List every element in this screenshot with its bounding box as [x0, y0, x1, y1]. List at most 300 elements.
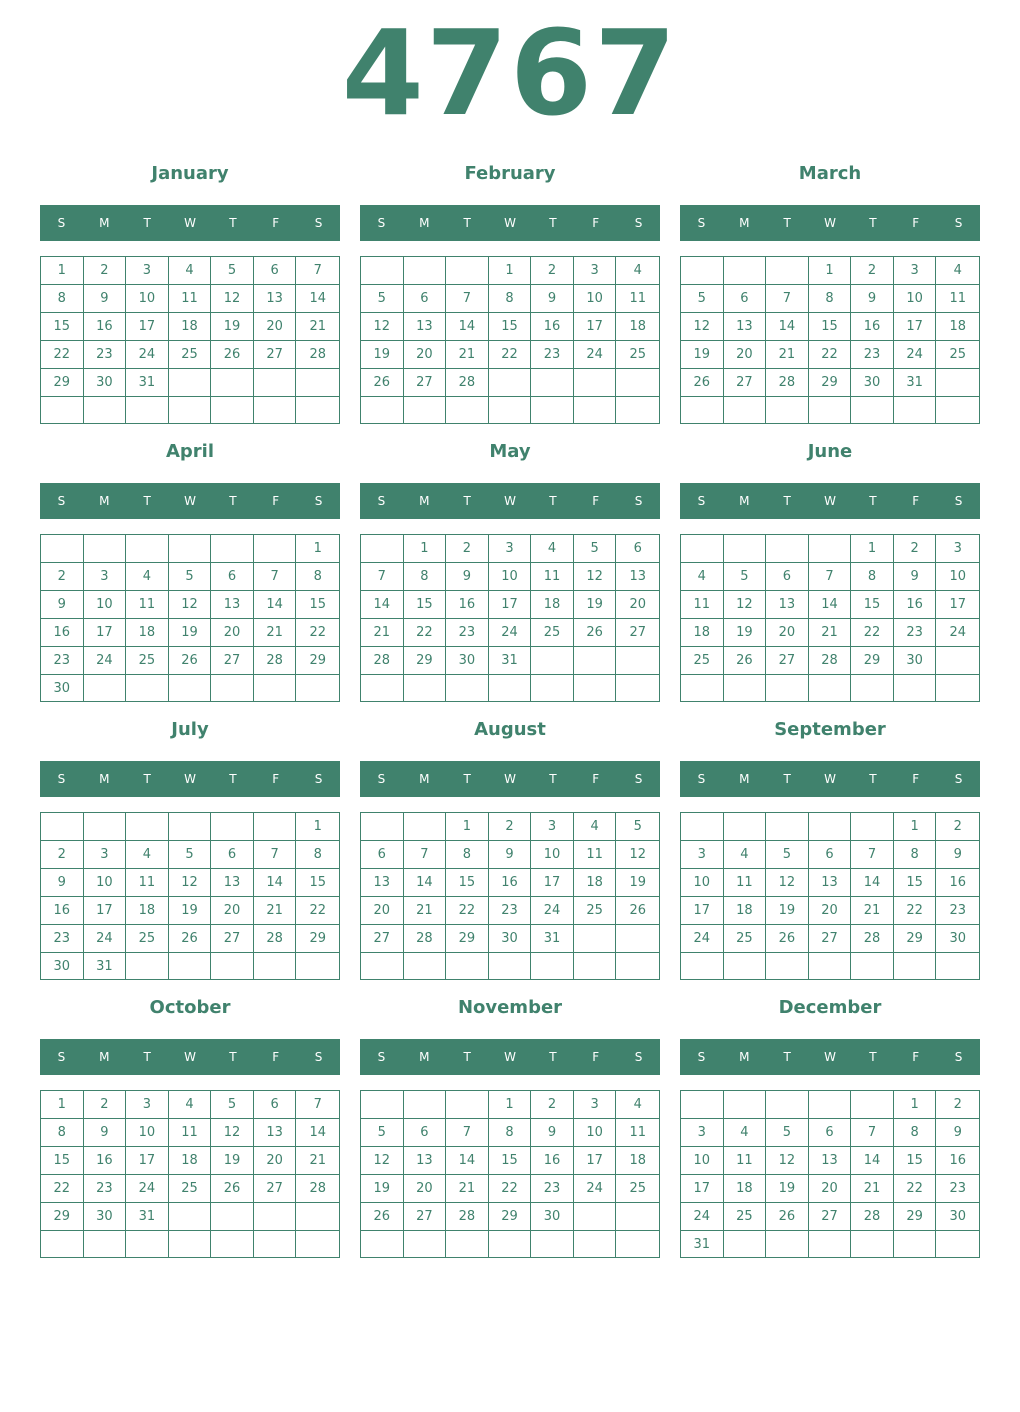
day-cell[interactable]: 26 [211, 1175, 254, 1203]
day-cell[interactable]: 14 [446, 1147, 489, 1175]
day-cell[interactable]: 9 [84, 1119, 127, 1147]
day-cell[interactable]: 23 [41, 647, 84, 675]
day-cell[interactable]: 19 [169, 897, 212, 925]
day-cell[interactable]: 19 [211, 313, 254, 341]
day-cell[interactable]: 18 [531, 591, 574, 619]
day-cell[interactable]: 2 [894, 535, 937, 563]
day-cell[interactable]: 5 [574, 535, 617, 563]
day-cell[interactable]: 9 [446, 563, 489, 591]
day-cell[interactable]: 20 [766, 619, 809, 647]
day-cell[interactable]: 15 [41, 313, 84, 341]
day-cell[interactable]: 28 [809, 647, 852, 675]
day-cell[interactable]: 8 [41, 1119, 84, 1147]
day-cell[interactable]: 26 [211, 341, 254, 369]
day-cell[interactable]: 21 [851, 897, 894, 925]
day-cell[interactable]: 25 [169, 1175, 212, 1203]
day-cell[interactable]: 30 [531, 1203, 574, 1231]
day-cell[interactable]: 1 [41, 257, 84, 285]
day-cell[interactable]: 25 [616, 1175, 659, 1203]
day-cell[interactable]: 31 [84, 953, 127, 980]
day-cell[interactable]: 25 [169, 341, 212, 369]
day-cell[interactable]: 29 [296, 925, 339, 953]
day-cell[interactable]: 16 [41, 897, 84, 925]
day-cell[interactable]: 5 [766, 1119, 809, 1147]
day-cell[interactable]: 23 [531, 1175, 574, 1203]
day-cell[interactable]: 9 [84, 285, 127, 313]
day-cell[interactable]: 3 [531, 813, 574, 841]
day-cell[interactable]: 3 [681, 1119, 724, 1147]
day-cell[interactable]: 18 [616, 313, 659, 341]
day-cell[interactable]: 22 [851, 619, 894, 647]
day-cell[interactable]: 5 [361, 1119, 404, 1147]
day-cell[interactable]: 13 [254, 285, 297, 313]
day-cell[interactable]: 14 [361, 591, 404, 619]
day-cell[interactable]: 20 [211, 619, 254, 647]
day-cell[interactable]: 13 [809, 1147, 852, 1175]
day-cell[interactable]: 18 [169, 1147, 212, 1175]
day-cell[interactable]: 12 [211, 285, 254, 313]
day-cell[interactable]: 2 [41, 841, 84, 869]
day-cell[interactable]: 9 [531, 285, 574, 313]
day-cell[interactable]: 21 [766, 341, 809, 369]
day-cell[interactable]: 22 [446, 897, 489, 925]
day-cell[interactable]: 11 [936, 285, 979, 313]
day-cell[interactable]: 3 [681, 841, 724, 869]
day-cell[interactable]: 8 [404, 563, 447, 591]
day-cell[interactable]: 1 [446, 813, 489, 841]
day-cell[interactable]: 29 [894, 1203, 937, 1231]
day-cell[interactable]: 8 [489, 285, 532, 313]
day-cell[interactable]: 2 [84, 1091, 127, 1119]
day-cell[interactable]: 2 [936, 813, 979, 841]
day-cell[interactable]: 7 [446, 285, 489, 313]
day-cell[interactable]: 6 [254, 1091, 297, 1119]
day-cell[interactable]: 8 [894, 1119, 937, 1147]
day-cell[interactable]: 15 [809, 313, 852, 341]
day-cell[interactable]: 17 [126, 313, 169, 341]
day-cell[interactable]: 14 [809, 591, 852, 619]
day-cell[interactable]: 31 [489, 647, 532, 675]
day-cell[interactable]: 4 [531, 535, 574, 563]
day-cell[interactable]: 10 [681, 1147, 724, 1175]
day-cell[interactable]: 2 [41, 563, 84, 591]
day-cell[interactable]: 8 [894, 841, 937, 869]
day-cell[interactable]: 9 [851, 285, 894, 313]
day-cell[interactable]: 30 [936, 925, 979, 953]
day-cell[interactable]: 5 [211, 257, 254, 285]
day-cell[interactable]: 28 [446, 369, 489, 397]
day-cell[interactable]: 12 [169, 591, 212, 619]
day-cell[interactable]: 13 [616, 563, 659, 591]
day-cell[interactable]: 14 [254, 869, 297, 897]
day-cell[interactable]: 22 [404, 619, 447, 647]
day-cell[interactable]: 17 [84, 897, 127, 925]
day-cell[interactable]: 1 [894, 1091, 937, 1119]
day-cell[interactable]: 18 [936, 313, 979, 341]
day-cell[interactable]: 3 [84, 841, 127, 869]
day-cell[interactable]: 4 [574, 813, 617, 841]
day-cell[interactable]: 10 [126, 1119, 169, 1147]
day-cell[interactable]: 21 [296, 313, 339, 341]
day-cell[interactable]: 12 [211, 1119, 254, 1147]
day-cell[interactable]: 8 [41, 285, 84, 313]
day-cell[interactable]: 7 [404, 841, 447, 869]
day-cell[interactable]: 15 [404, 591, 447, 619]
day-cell[interactable]: 24 [531, 897, 574, 925]
day-cell[interactable]: 27 [254, 341, 297, 369]
day-cell[interactable]: 21 [446, 341, 489, 369]
day-cell[interactable]: 27 [254, 1175, 297, 1203]
day-cell[interactable]: 14 [296, 1119, 339, 1147]
day-cell[interactable]: 30 [936, 1203, 979, 1231]
day-cell[interactable]: 21 [254, 619, 297, 647]
day-cell[interactable]: 12 [681, 313, 724, 341]
day-cell[interactable]: 22 [894, 897, 937, 925]
day-cell[interactable]: 7 [446, 1119, 489, 1147]
day-cell[interactable]: 10 [126, 285, 169, 313]
day-cell[interactable]: 26 [724, 647, 767, 675]
day-cell[interactable]: 5 [616, 813, 659, 841]
day-cell[interactable]: 8 [851, 563, 894, 591]
day-cell[interactable]: 16 [936, 1147, 979, 1175]
day-cell[interactable]: 6 [809, 841, 852, 869]
day-cell[interactable]: 7 [296, 257, 339, 285]
day-cell[interactable]: 18 [126, 897, 169, 925]
day-cell[interactable]: 23 [41, 925, 84, 953]
day-cell[interactable]: 7 [851, 841, 894, 869]
day-cell[interactable]: 15 [851, 591, 894, 619]
day-cell[interactable]: 18 [574, 869, 617, 897]
day-cell[interactable]: 12 [766, 869, 809, 897]
day-cell[interactable]: 1 [41, 1091, 84, 1119]
day-cell[interactable]: 18 [616, 1147, 659, 1175]
day-cell[interactable]: 21 [296, 1147, 339, 1175]
day-cell[interactable]: 2 [851, 257, 894, 285]
day-cell[interactable]: 9 [531, 1119, 574, 1147]
day-cell[interactable]: 23 [936, 1175, 979, 1203]
day-cell[interactable]: 5 [169, 563, 212, 591]
day-cell[interactable]: 13 [254, 1119, 297, 1147]
day-cell[interactable]: 30 [894, 647, 937, 675]
day-cell[interactable]: 13 [404, 313, 447, 341]
day-cell[interactable]: 3 [574, 1091, 617, 1119]
day-cell[interactable]: 20 [404, 1175, 447, 1203]
day-cell[interactable]: 11 [724, 869, 767, 897]
day-cell[interactable]: 22 [41, 341, 84, 369]
day-cell[interactable]: 5 [681, 285, 724, 313]
day-cell[interactable]: 19 [169, 619, 212, 647]
day-cell[interactable]: 30 [489, 925, 532, 953]
day-cell[interactable]: 13 [211, 591, 254, 619]
day-cell[interactable]: 4 [616, 1091, 659, 1119]
day-cell[interactable]: 19 [574, 591, 617, 619]
day-cell[interactable]: 15 [446, 869, 489, 897]
day-cell[interactable]: 17 [681, 897, 724, 925]
day-cell[interactable]: 19 [361, 1175, 404, 1203]
day-cell[interactable]: 17 [574, 1147, 617, 1175]
day-cell[interactable]: 10 [681, 869, 724, 897]
day-cell[interactable]: 14 [446, 313, 489, 341]
day-cell[interactable]: 12 [616, 841, 659, 869]
day-cell[interactable]: 11 [531, 563, 574, 591]
day-cell[interactable]: 22 [296, 897, 339, 925]
day-cell[interactable]: 28 [851, 925, 894, 953]
day-cell[interactable]: 14 [404, 869, 447, 897]
day-cell[interactable]: 28 [296, 341, 339, 369]
day-cell[interactable]: 23 [531, 341, 574, 369]
day-cell[interactable]: 27 [724, 369, 767, 397]
day-cell[interactable]: 13 [724, 313, 767, 341]
day-cell[interactable]: 27 [361, 925, 404, 953]
day-cell[interactable]: 9 [489, 841, 532, 869]
day-cell[interactable]: 31 [531, 925, 574, 953]
day-cell[interactable]: 10 [894, 285, 937, 313]
day-cell[interactable]: 1 [809, 257, 852, 285]
day-cell[interactable]: 8 [809, 285, 852, 313]
day-cell[interactable]: 9 [894, 563, 937, 591]
day-cell[interactable]: 29 [809, 369, 852, 397]
day-cell[interactable]: 20 [361, 897, 404, 925]
day-cell[interactable]: 27 [616, 619, 659, 647]
day-cell[interactable]: 25 [126, 925, 169, 953]
day-cell[interactable]: 19 [616, 869, 659, 897]
day-cell[interactable]: 15 [894, 1147, 937, 1175]
day-cell[interactable]: 31 [126, 1203, 169, 1231]
day-cell[interactable]: 5 [766, 841, 809, 869]
day-cell[interactable]: 19 [361, 341, 404, 369]
day-cell[interactable]: 25 [616, 341, 659, 369]
day-cell[interactable]: 12 [766, 1147, 809, 1175]
day-cell[interactable]: 26 [616, 897, 659, 925]
day-cell[interactable]: 26 [766, 1203, 809, 1231]
day-cell[interactable]: 6 [616, 535, 659, 563]
day-cell[interactable]: 16 [446, 591, 489, 619]
day-cell[interactable]: 1 [296, 535, 339, 563]
day-cell[interactable]: 16 [531, 313, 574, 341]
day-cell[interactable]: 10 [936, 563, 979, 591]
day-cell[interactable]: 21 [361, 619, 404, 647]
day-cell[interactable]: 29 [404, 647, 447, 675]
day-cell[interactable]: 11 [169, 285, 212, 313]
day-cell[interactable]: 15 [41, 1147, 84, 1175]
day-cell[interactable]: 29 [851, 647, 894, 675]
day-cell[interactable]: 1 [489, 1091, 532, 1119]
day-cell[interactable]: 3 [489, 535, 532, 563]
day-cell[interactable]: 25 [724, 1203, 767, 1231]
day-cell[interactable]: 28 [404, 925, 447, 953]
day-cell[interactable]: 6 [809, 1119, 852, 1147]
day-cell[interactable]: 6 [724, 285, 767, 313]
day-cell[interactable]: 2 [446, 535, 489, 563]
day-cell[interactable]: 27 [766, 647, 809, 675]
day-cell[interactable]: 13 [766, 591, 809, 619]
day-cell[interactable]: 31 [894, 369, 937, 397]
day-cell[interactable]: 6 [404, 285, 447, 313]
day-cell[interactable]: 30 [84, 369, 127, 397]
day-cell[interactable]: 22 [489, 1175, 532, 1203]
day-cell[interactable]: 16 [41, 619, 84, 647]
day-cell[interactable]: 13 [404, 1147, 447, 1175]
day-cell[interactable]: 28 [361, 647, 404, 675]
day-cell[interactable]: 25 [681, 647, 724, 675]
day-cell[interactable]: 30 [446, 647, 489, 675]
day-cell[interactable]: 22 [809, 341, 852, 369]
day-cell[interactable]: 30 [41, 953, 84, 980]
day-cell[interactable]: 14 [851, 869, 894, 897]
day-cell[interactable]: 26 [169, 647, 212, 675]
day-cell[interactable]: 27 [809, 925, 852, 953]
day-cell[interactable]: 29 [894, 925, 937, 953]
day-cell[interactable]: 26 [766, 925, 809, 953]
day-cell[interactable]: 2 [489, 813, 532, 841]
day-cell[interactable]: 26 [169, 925, 212, 953]
day-cell[interactable]: 24 [574, 1175, 617, 1203]
day-cell[interactable]: 20 [254, 1147, 297, 1175]
day-cell[interactable]: 19 [766, 897, 809, 925]
day-cell[interactable]: 1 [489, 257, 532, 285]
day-cell[interactable]: 3 [894, 257, 937, 285]
day-cell[interactable]: 4 [724, 841, 767, 869]
day-cell[interactable]: 23 [936, 897, 979, 925]
day-cell[interactable]: 28 [254, 647, 297, 675]
day-cell[interactable]: 21 [404, 897, 447, 925]
day-cell[interactable]: 18 [169, 313, 212, 341]
day-cell[interactable]: 6 [211, 563, 254, 591]
day-cell[interactable]: 23 [84, 341, 127, 369]
day-cell[interactable]: 2 [531, 1091, 574, 1119]
day-cell[interactable]: 21 [809, 619, 852, 647]
day-cell[interactable]: 22 [41, 1175, 84, 1203]
day-cell[interactable]: 4 [169, 257, 212, 285]
day-cell[interactable]: 4 [126, 563, 169, 591]
day-cell[interactable]: 24 [574, 341, 617, 369]
day-cell[interactable]: 16 [84, 313, 127, 341]
day-cell[interactable]: 30 [851, 369, 894, 397]
day-cell[interactable]: 15 [296, 869, 339, 897]
day-cell[interactable]: 7 [254, 841, 297, 869]
day-cell[interactable]: 29 [489, 1203, 532, 1231]
day-cell[interactable]: 3 [936, 535, 979, 563]
day-cell[interactable]: 22 [296, 619, 339, 647]
day-cell[interactable]: 24 [84, 647, 127, 675]
day-cell[interactable]: 24 [126, 341, 169, 369]
day-cell[interactable]: 2 [84, 257, 127, 285]
day-cell[interactable]: 4 [681, 563, 724, 591]
day-cell[interactable]: 20 [724, 341, 767, 369]
day-cell[interactable]: 11 [126, 591, 169, 619]
day-cell[interactable]: 20 [809, 1175, 852, 1203]
day-cell[interactable]: 15 [489, 1147, 532, 1175]
day-cell[interactable]: 10 [531, 841, 574, 869]
day-cell[interactable]: 28 [446, 1203, 489, 1231]
day-cell[interactable]: 15 [489, 313, 532, 341]
day-cell[interactable]: 24 [84, 925, 127, 953]
day-cell[interactable]: 10 [84, 591, 127, 619]
day-cell[interactable]: 21 [254, 897, 297, 925]
day-cell[interactable]: 25 [126, 647, 169, 675]
day-cell[interactable]: 12 [361, 313, 404, 341]
day-cell[interactable]: 10 [574, 285, 617, 313]
day-cell[interactable]: 24 [894, 341, 937, 369]
day-cell[interactable]: 7 [296, 1091, 339, 1119]
day-cell[interactable]: 27 [809, 1203, 852, 1231]
day-cell[interactable]: 24 [681, 1203, 724, 1231]
day-cell[interactable]: 3 [84, 563, 127, 591]
day-cell[interactable]: 29 [296, 647, 339, 675]
day-cell[interactable]: 30 [84, 1203, 127, 1231]
day-cell[interactable]: 23 [894, 619, 937, 647]
day-cell[interactable]: 13 [809, 869, 852, 897]
day-cell[interactable]: 28 [851, 1203, 894, 1231]
day-cell[interactable]: 14 [296, 285, 339, 313]
day-cell[interactable]: 22 [489, 341, 532, 369]
day-cell[interactable]: 10 [489, 563, 532, 591]
day-cell[interactable]: 19 [681, 341, 724, 369]
day-cell[interactable]: 16 [84, 1147, 127, 1175]
day-cell[interactable]: 17 [531, 869, 574, 897]
day-cell[interactable]: 25 [574, 897, 617, 925]
day-cell[interactable]: 12 [361, 1147, 404, 1175]
day-cell[interactable]: 8 [296, 563, 339, 591]
day-cell[interactable]: 6 [766, 563, 809, 591]
day-cell[interactable]: 3 [126, 1091, 169, 1119]
day-cell[interactable]: 7 [361, 563, 404, 591]
day-cell[interactable]: 27 [211, 647, 254, 675]
day-cell[interactable]: 25 [531, 619, 574, 647]
day-cell[interactable]: 4 [724, 1119, 767, 1147]
day-cell[interactable]: 3 [574, 257, 617, 285]
day-cell[interactable]: 19 [724, 619, 767, 647]
day-cell[interactable]: 31 [126, 369, 169, 397]
day-cell[interactable]: 31 [681, 1231, 724, 1258]
day-cell[interactable]: 8 [296, 841, 339, 869]
day-cell[interactable]: 20 [211, 897, 254, 925]
day-cell[interactable]: 29 [41, 1203, 84, 1231]
day-cell[interactable]: 9 [41, 869, 84, 897]
day-cell[interactable]: 9 [41, 591, 84, 619]
day-cell[interactable]: 16 [489, 869, 532, 897]
day-cell[interactable]: 20 [254, 313, 297, 341]
day-cell[interactable]: 28 [766, 369, 809, 397]
day-cell[interactable]: 27 [404, 369, 447, 397]
day-cell[interactable]: 16 [936, 869, 979, 897]
day-cell[interactable]: 2 [531, 257, 574, 285]
day-cell[interactable]: 11 [616, 285, 659, 313]
day-cell[interactable]: 7 [851, 1119, 894, 1147]
day-cell[interactable]: 1 [296, 813, 339, 841]
day-cell[interactable]: 18 [724, 1175, 767, 1203]
day-cell[interactable]: 20 [404, 341, 447, 369]
day-cell[interactable]: 19 [766, 1175, 809, 1203]
day-cell[interactable]: 27 [211, 925, 254, 953]
day-cell[interactable]: 8 [446, 841, 489, 869]
day-cell[interactable]: 13 [211, 869, 254, 897]
day-cell[interactable]: 16 [851, 313, 894, 341]
day-cell[interactable]: 14 [766, 313, 809, 341]
day-cell[interactable]: 23 [446, 619, 489, 647]
day-cell[interactable]: 20 [809, 897, 852, 925]
day-cell[interactable]: 5 [211, 1091, 254, 1119]
day-cell[interactable]: 15 [296, 591, 339, 619]
day-cell[interactable]: 8 [489, 1119, 532, 1147]
day-cell[interactable]: 11 [169, 1119, 212, 1147]
day-cell[interactable]: 17 [489, 591, 532, 619]
day-cell[interactable]: 28 [254, 925, 297, 953]
day-cell[interactable]: 17 [84, 619, 127, 647]
day-cell[interactable]: 4 [169, 1091, 212, 1119]
day-cell[interactable]: 17 [126, 1147, 169, 1175]
day-cell[interactable]: 5 [361, 285, 404, 313]
